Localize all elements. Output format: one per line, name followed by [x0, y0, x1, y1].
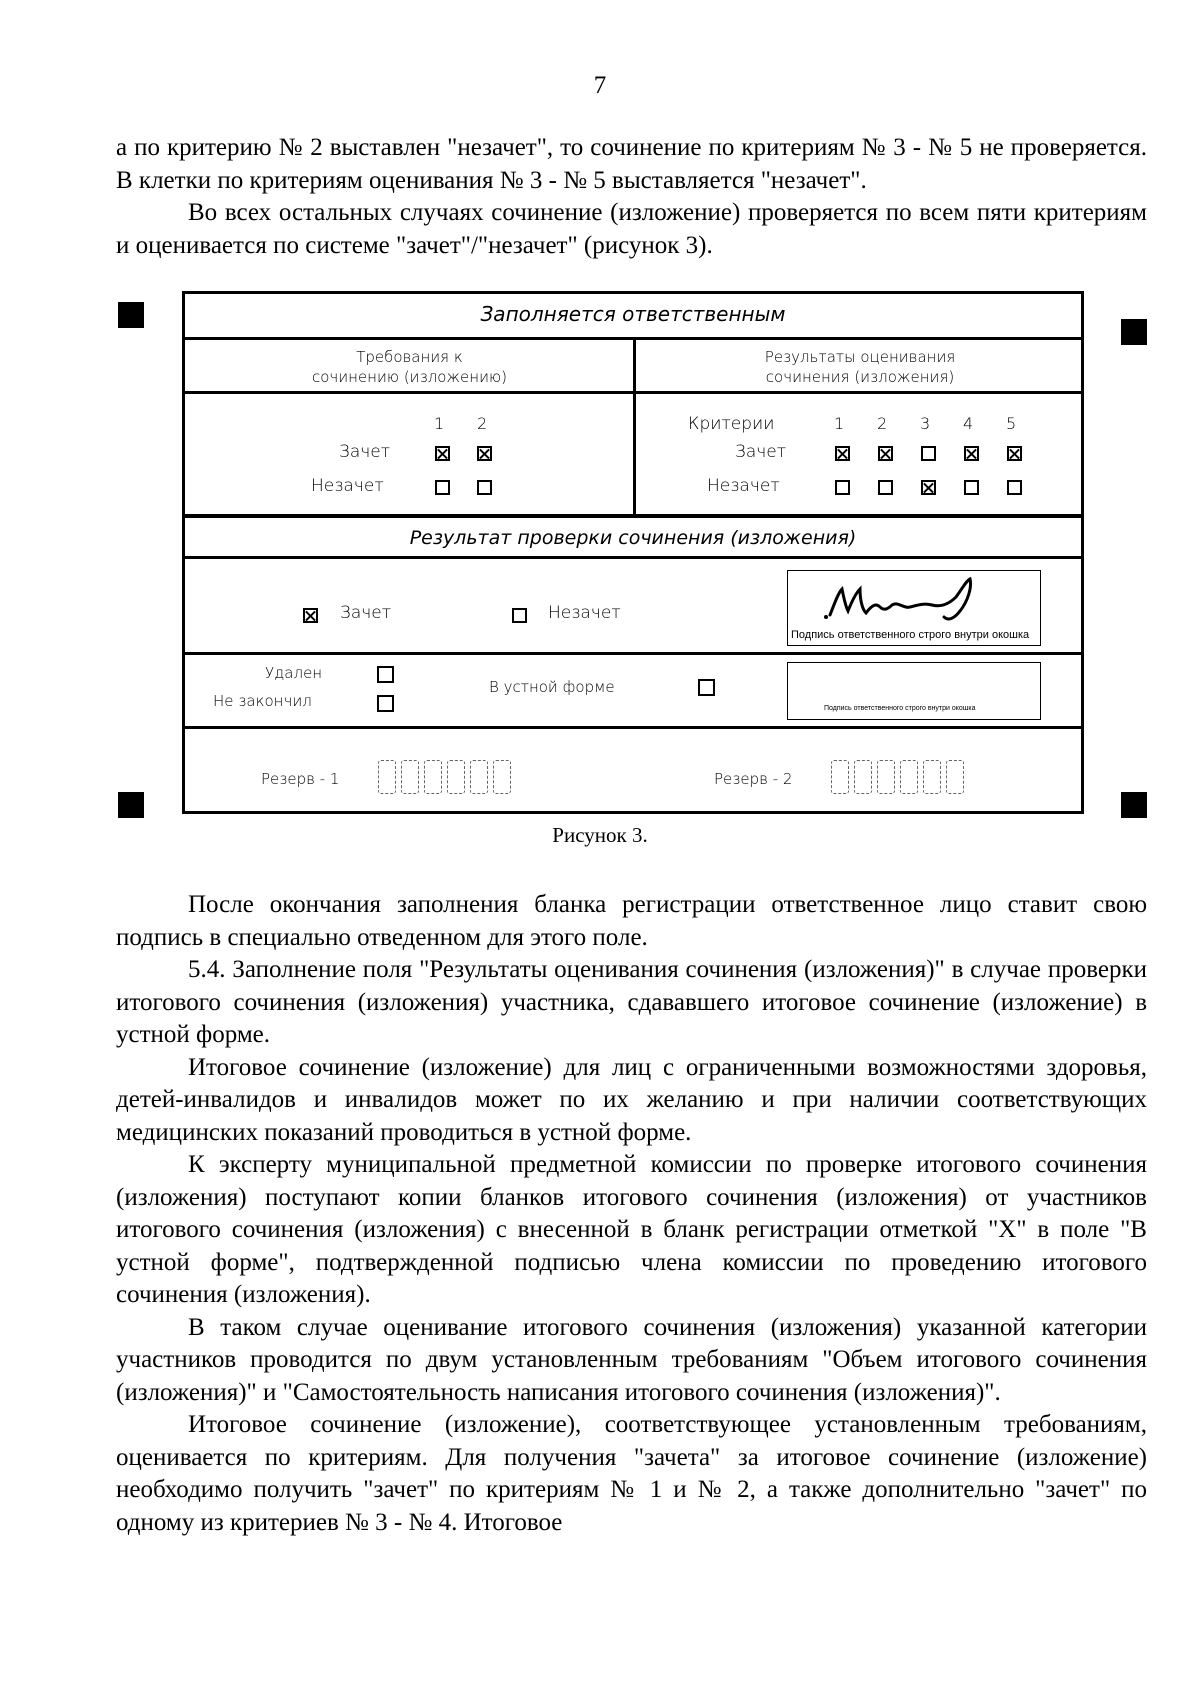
- corner-marker: [1121, 792, 1147, 818]
- reserve-1-cell[interactable]: [493, 760, 511, 794]
- req-nezachet-label: Незачет: [311, 476, 384, 496]
- oral-form-label: В устной форме: [489, 678, 615, 696]
- paragraph: а по критерию № 2 выставлен "незачет", то сочинение по критериям № 3 - № 5 не проверяется. В клетки по критериям оценивания № 3 - № 5 выставляется "незачет".: [116, 134, 1147, 194]
- signature-caption-small: Подпись ответственного строго внутри окошка: [824, 705, 976, 712]
- req-zachet-label: Зачет: [339, 442, 391, 462]
- reserve-2-cell[interactable]: [877, 760, 895, 794]
- oral-signature-box[interactable]: [787, 662, 1041, 720]
- result-nezachet-checkbox[interactable]: [512, 608, 527, 623]
- crit2-zachet-checkbox[interactable]: [878, 446, 893, 461]
- not-finished-label: Не закончил: [213, 692, 312, 710]
- crit1-zachet-checkbox[interactable]: [835, 446, 850, 461]
- result-nezachet-label: Незачет: [548, 603, 621, 623]
- crit-number-4: 4: [963, 414, 974, 433]
- crit1-nezachet-checkbox[interactable]: [835, 480, 850, 495]
- reserve-1-cell[interactable]: [401, 760, 419, 794]
- paragraph: Итоговое сочинение (изложение) для лиц с ограниченными возможностями здоровья, детей-инвалидов и инвалидов может по их желанию и при наличии соответствующих медицинских показаний проводиться в устной форме.: [116, 1053, 1147, 1146]
- removed-label: Удален: [265, 664, 323, 682]
- removed-checkbox[interactable]: [377, 666, 394, 683]
- reserve-1-cell[interactable]: [378, 760, 396, 794]
- crit4-nezachet-checkbox[interactable]: [964, 480, 979, 495]
- reserve-2-cell[interactable]: [854, 760, 872, 794]
- result-zachet-label: Зачет: [340, 603, 392, 623]
- reserve-1-cell[interactable]: [470, 760, 488, 794]
- paragraph: В таком случае оценивание итогового сочинения (изложения) указанной категории участников проводится по двум установленным требованиям "Объем итогового сочинения (изложения)" и "Самостоятельность написания итогового сочинения (изложения)".: [116, 1313, 1147, 1406]
- requirements-title-2: сочинению (изложению): [311, 368, 508, 386]
- paragraph: Во всех остальных случаях сочинение (изложение) проверяется по всем пяти критериям и оценивается по системе "зачет"/"незачет" (рисунок 3).: [116, 199, 1147, 259]
- paragraph: После окончания заполнения бланка регистрации ответственное лицо ставит свою подпись в специально отведенном для этого поле.: [116, 891, 1147, 951]
- reserve-2-cell[interactable]: [946, 760, 964, 794]
- signature-box[interactable]: [787, 570, 1041, 646]
- result-zachet-checkbox[interactable]: [303, 608, 318, 623]
- registration-form-figure: [182, 291, 1084, 814]
- reserve-1-cell[interactable]: [447, 760, 465, 794]
- crit2-nezachet-checkbox[interactable]: [878, 480, 893, 495]
- results-title: Результаты оценивания: [764, 348, 956, 366]
- reserve-1-cell[interactable]: [424, 760, 442, 794]
- form-header: Заполняется ответственным: [480, 302, 786, 326]
- req-number-1: 1: [434, 414, 445, 433]
- req1-nezachet-checkbox[interactable]: [435, 480, 450, 495]
- req2-nezachet-checkbox[interactable]: [477, 480, 492, 495]
- crit3-nezachet-checkbox[interactable]: [921, 480, 936, 495]
- criteria-label: Критерии: [688, 414, 775, 434]
- not-finished-checkbox[interactable]: [377, 695, 394, 712]
- reserve-2-cell[interactable]: [900, 760, 918, 794]
- reserve-2-cell[interactable]: [923, 760, 941, 794]
- crit-nezachet-label: Незачет: [707, 476, 780, 496]
- text-after-figure: [116, 889, 1147, 1539]
- crit-zachet-label: Зачет: [735, 442, 787, 462]
- reserve-1-label: Резерв - 1: [261, 770, 340, 788]
- signature-caption: Подпись ответственного строго внутри окошка: [791, 629, 1030, 641]
- crit5-nezachet-checkbox[interactable]: [1007, 480, 1022, 495]
- crit5-zachet-checkbox[interactable]: [1007, 446, 1022, 461]
- crit3-zachet-checkbox[interactable]: [921, 446, 936, 461]
- paragraph: К эксперту муниципальной предметной комиссии по проверке итогового сочинения (изложения) поступают копии бланков итогового сочинения (изложения) от участников итогового сочинения (изложения) с внесенной в бланк регистрации отметкой "X" в поле "В устной форме", подтвержденной подписью члена комиссии по проведению итогового сочинения (изложения).: [116, 1151, 1147, 1308]
- paragraph: Итоговое сочинение (изложение), соответствующее установленным требованиям, оценивается по критериям. Для получения "зачета" за итоговое сочинение (изложение) необходимо получить "зачет" по критериям № 1 и № 2, а также дополнительно "зачет" по одному из критериев № 3 - № 4. Итоговое: [116, 1411, 1147, 1536]
- corner-marker: [118, 792, 144, 818]
- crit-number-1: 1: [834, 414, 845, 433]
- figure-caption: Рисунок 3.: [552, 823, 648, 847]
- paragraph: 5.4. Заполнение поля "Результаты оценивания сочинения (изложения)" в случае проверки итогового сочинения (изложения) участника, сдававшего итоговое сочинение (изложение) в устной форме.: [116, 956, 1147, 1048]
- crit4-zachet-checkbox[interactable]: [964, 446, 979, 461]
- reserve-2-cell[interactable]: [831, 760, 849, 794]
- signature-icon: [820, 575, 1000, 627]
- oral-form-checkbox[interactable]: [698, 679, 715, 696]
- reserve-2-label: Резерв - 2: [714, 770, 793, 788]
- crit-number-2: 2: [877, 414, 888, 433]
- req1-zachet-checkbox[interactable]: [435, 446, 450, 461]
- req2-zachet-checkbox[interactable]: [477, 446, 492, 461]
- results-title-2: сочинения (изложения): [765, 368, 955, 386]
- page-number: 7: [593, 72, 607, 99]
- crit-number-5: 5: [1006, 414, 1017, 433]
- corner-marker: [118, 302, 144, 328]
- req-number-2: 2: [477, 414, 488, 433]
- requirements-title: Требования к: [356, 348, 463, 366]
- result-title: Результат проверки сочинения (изложения): [409, 527, 857, 549]
- text-before-figure: [116, 132, 1147, 262]
- crit-number-3: 3: [920, 414, 931, 433]
- corner-marker: [1121, 319, 1147, 345]
